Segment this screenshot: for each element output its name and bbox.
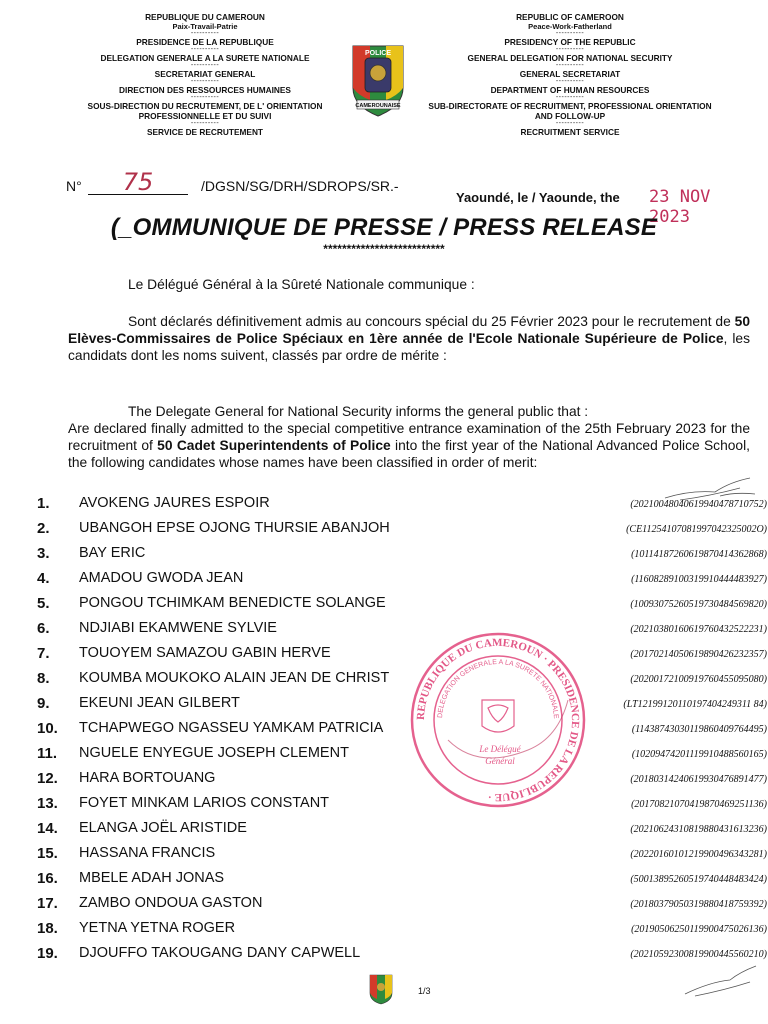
candidate-id: (CE11254107081997042325002O): [626, 524, 767, 535]
list-item: [37, 568, 767, 593]
divider: ----------: [190, 62, 220, 69]
candidate-id: (20170821070419870469251136): [631, 799, 767, 810]
candidate-id: (10209474201119910488560165): [631, 749, 767, 760]
stamp-signatory-2: Général: [485, 756, 515, 766]
candidate-rank: 14.: [37, 820, 58, 837]
department-en: DEPARTMENT OF HUMAN RESOURCES: [490, 85, 650, 95]
candidate-id: (20210592300819900445560210): [630, 949, 767, 960]
paragraph-french: [68, 313, 750, 364]
list-item: [37, 818, 767, 843]
candidate-rank: 7.: [37, 645, 50, 662]
list-item: [37, 918, 767, 943]
motto-fr: Paix-Travail-Patrie: [172, 22, 238, 31]
candidate-name: YETNA YETNA ROGER: [79, 920, 236, 936]
candidate-rank: 6.: [37, 620, 50, 637]
intro-french: Le Délégué Général à la Sûreté Nationale communique :: [128, 277, 475, 292]
candidate-name: KOUMBA MOUKOKO ALAIN JEAN DE CHRIST: [79, 670, 390, 686]
reference-no-label: N°: [66, 178, 82, 194]
emblem-label: POLICE: [364, 50, 392, 57]
list-item: [37, 693, 767, 718]
list-item: [37, 843, 767, 868]
secretariat-fr: SECRETARIAT GENERAL: [154, 69, 256, 79]
candidate-id: (11608289100319910444483927): [631, 574, 767, 585]
list-item: [37, 868, 767, 893]
candidate-name: NGUELE ENYEGUE JOSEPH CLEMENT: [79, 745, 349, 761]
candidate-rank: 13.: [37, 795, 58, 812]
divider: ----------: [555, 78, 585, 85]
candidate-id: (20180379050319880418759392): [630, 899, 767, 910]
paragraph-french-text-1: Sont déclarés définitivement admis au concours spécial du 25 Février 2023 pour le recrutement de: [128, 314, 735, 329]
divider: ----------: [555, 120, 585, 127]
header-left: [60, 12, 350, 137]
candidate-rank: 15.: [37, 845, 58, 862]
list-item: [37, 943, 767, 968]
list-item: [37, 893, 767, 918]
divider: ----------: [555, 62, 585, 69]
candidate-name: AMADOU GWODA JEAN: [79, 570, 244, 586]
list-item: [37, 643, 767, 668]
page-number: 1/3: [418, 986, 431, 996]
candidate-id: (20210380160619760432522231): [630, 624, 767, 635]
candidate-id: (50013895260519740448483424): [630, 874, 767, 885]
candidate-rank: 2.: [37, 520, 50, 537]
paragraph-english-text-1: Are declared finally admitted to the special competitive entrance examination of the 25th February 2023 for the recruitment of: [68, 421, 750, 453]
candidate-rank: 11.: [37, 745, 58, 762]
list-item: [37, 743, 767, 768]
candidate-rank: 16.: [37, 870, 58, 887]
list-item: [37, 668, 767, 693]
list-item: [37, 493, 767, 518]
reference-code: /DGSN/SG/DRH/SDROPS/SR.-: [201, 178, 399, 194]
direction-fr: DIRECTION DES RESSOURCES HUMAINES: [119, 85, 291, 95]
service-fr: SERVICE DE RECRUTEMENT: [146, 127, 264, 137]
candidate-rank: 10.: [37, 720, 58, 737]
subdirection-fr: SOUS-DIRECTION DU RECRUTEMENT, DE L' ORIENTATION PROFESSIONNELLE ET DU SUIVI: [87, 101, 323, 121]
secretariat-en: GENERAL SECRETARIAT: [519, 69, 621, 79]
presidency-en: PRESIDENCY OF THE REPUBLIC: [504, 37, 636, 47]
stamp-inner-text: DELEGATION GENERALE A LA SURETE NATIONALE: [436, 658, 560, 719]
divider: ----------: [555, 46, 585, 53]
subdirectorate-en: SUB-DIRECTORATE OF RECRUITMENT, PROFESSIONAL ORIENTATION AND FOLLOW-UP: [428, 101, 712, 121]
title-underline-stars: **************************: [323, 242, 445, 256]
candidate-name: TOUOYEM SAMAZOU GABIN HERVE: [79, 645, 331, 661]
candidate-name: ELANGA JOËL ARISTIDE: [79, 820, 247, 836]
candidate-id: (20190506250119900475026136): [631, 924, 767, 935]
candidate-rank: 8.: [37, 670, 50, 687]
candidate-rank: 4.: [37, 570, 50, 587]
candidate-rank: 12.: [37, 770, 58, 787]
divider: ----------: [190, 120, 220, 127]
list-item: [37, 768, 767, 793]
candidate-rank: 17.: [37, 895, 58, 912]
list-item: [37, 593, 767, 618]
header-right: [425, 12, 715, 137]
divider: ----------: [190, 94, 220, 101]
paragraph-french-text-2: , les candidats dont les noms suivent, classés par ordre de mérite :: [68, 331, 750, 363]
candidate-id: (11438743030119860409764495): [631, 724, 767, 735]
candidate-id: (10114187260619870414362868): [631, 549, 767, 560]
candidate-id: (20210048040619940478710752): [630, 499, 767, 510]
divider: ----------: [555, 30, 585, 37]
paragraph-french-bold: 50 Elèves-Commissaires de Police Spéciaux en 1ère année de l'Ecole Nationale Supérieure de Police: [68, 314, 750, 346]
stamp-outer-text: REPUBLIQUE DU CAMEROUN · PRESIDENCE DE LA REPUBLIQUE ·: [414, 636, 582, 804]
candidate-name: FOYET MINKAM LARIOS CONSTANT: [79, 795, 330, 811]
candidate-rank: 19.: [37, 945, 58, 962]
candidate-id: (20180314240619930476891477): [630, 774, 767, 785]
candidate-id: (20200172100919760455095080): [630, 674, 767, 685]
candidate-id: (10093075260519730484569820): [630, 599, 767, 610]
candidate-name: AVOKENG JAURES ESPOIR: [79, 495, 270, 511]
intro-english: The Delegate General for National Security informs the general public that :: [128, 404, 589, 419]
candidate-name: HASSANA FRANCIS: [79, 845, 216, 861]
country-fr: REPUBLIQUE DU CAMEROUN: [145, 12, 265, 22]
list-item: [37, 793, 767, 818]
motto-en: Peace-Work-Fatherland: [528, 22, 612, 31]
delegation-en: GENERAL DELEGATION FOR NATIONAL SECURITY: [467, 53, 673, 63]
delegation-fr: DELEGATION GENERALE A LA SURETE NATIONALE: [100, 53, 310, 63]
country-en: REPUBLIC OF CAMEROON: [516, 12, 624, 22]
stamp-signatory-1: Le Délégué: [479, 744, 521, 754]
candidate-id: (20170214050619890426232357): [630, 649, 767, 660]
list-item: [37, 543, 767, 568]
candidate-name: UBANGOH EPSE OJONG THURSIE ABANJOH: [79, 520, 390, 536]
candidate-rank: 1.: [37, 495, 50, 512]
paragraph-english: [68, 403, 750, 471]
candidate-name: BAY ERIC: [79, 545, 146, 561]
candidate-name: DJOUFFO TAKOUGANG DANY CAPWELL: [79, 945, 361, 961]
candidate-name: HARA BORTOUANG: [79, 770, 216, 786]
candidate-rank: 5.: [37, 595, 50, 612]
presidency-fr: PRESIDENCE DE LA REPUBLIQUE: [136, 37, 274, 47]
candidate-id: (LT12199120110197404249311 84): [623, 699, 767, 710]
date-label: Yaoundé, le / Yaounde, the: [456, 190, 620, 205]
official-stamp: [408, 630, 588, 810]
divider: ----------: [190, 78, 220, 85]
svg-text:DELEGATION GENERALE A LA SURET: [437, 659, 559, 719]
candidate-name: NDJIABI EKAMWENE SYLVIE: [79, 620, 277, 636]
candidate-list: [37, 493, 767, 968]
candidate-name: EKEUNI JEAN GILBERT: [79, 695, 240, 711]
paragraph-english-bold: 50 Cadet Superintendents of Police: [157, 438, 391, 453]
divider: ----------: [555, 94, 585, 101]
list-item: [37, 718, 767, 743]
candidate-name: PONGOU TCHIMKAM BENEDICTE SOLANGE: [79, 595, 386, 611]
stamp-crest-icon: [482, 700, 514, 732]
emblem-banner: CAMEROUNAISE: [355, 103, 401, 109]
candidate-name: MBELE ADAH JONAS: [79, 870, 225, 886]
reference-number: 75: [88, 170, 188, 195]
service-en: RECRUITMENT SERVICE: [520, 127, 620, 137]
candidate-rank: 3.: [37, 545, 50, 562]
page-title: (_OMMUNIQUE DE PRESSE / PRESS RELEASE: [110, 214, 658, 241]
list-item: [37, 518, 767, 543]
candidate-id: (20220160101219900496343281): [630, 849, 767, 860]
divider: ----------: [190, 30, 220, 37]
reference-row: [66, 168, 756, 227]
candidate-name: TCHAPWEGO NGASSEU YAMKAM PATRICIA: [79, 720, 384, 736]
divider: ----------: [190, 46, 220, 53]
candidate-rank: 18.: [37, 920, 58, 937]
list-item: [37, 618, 767, 643]
candidate-name: ZAMBO ONDOUA GASTON: [79, 895, 263, 911]
police-emblem: [345, 40, 411, 118]
candidate-rank: 9.: [37, 695, 50, 712]
candidate-id: (20210624310819880431613236): [630, 824, 767, 835]
paragraph-english-text-2: into the first year of the National Advanced Police School, the following candidates whose names have been classified in order of merit:: [68, 438, 751, 470]
signature-mark-bottom: [680, 960, 760, 1000]
footer-emblem-icon: [367, 973, 395, 1005]
date-stamp: 23 NOV 2023: [649, 187, 711, 227]
